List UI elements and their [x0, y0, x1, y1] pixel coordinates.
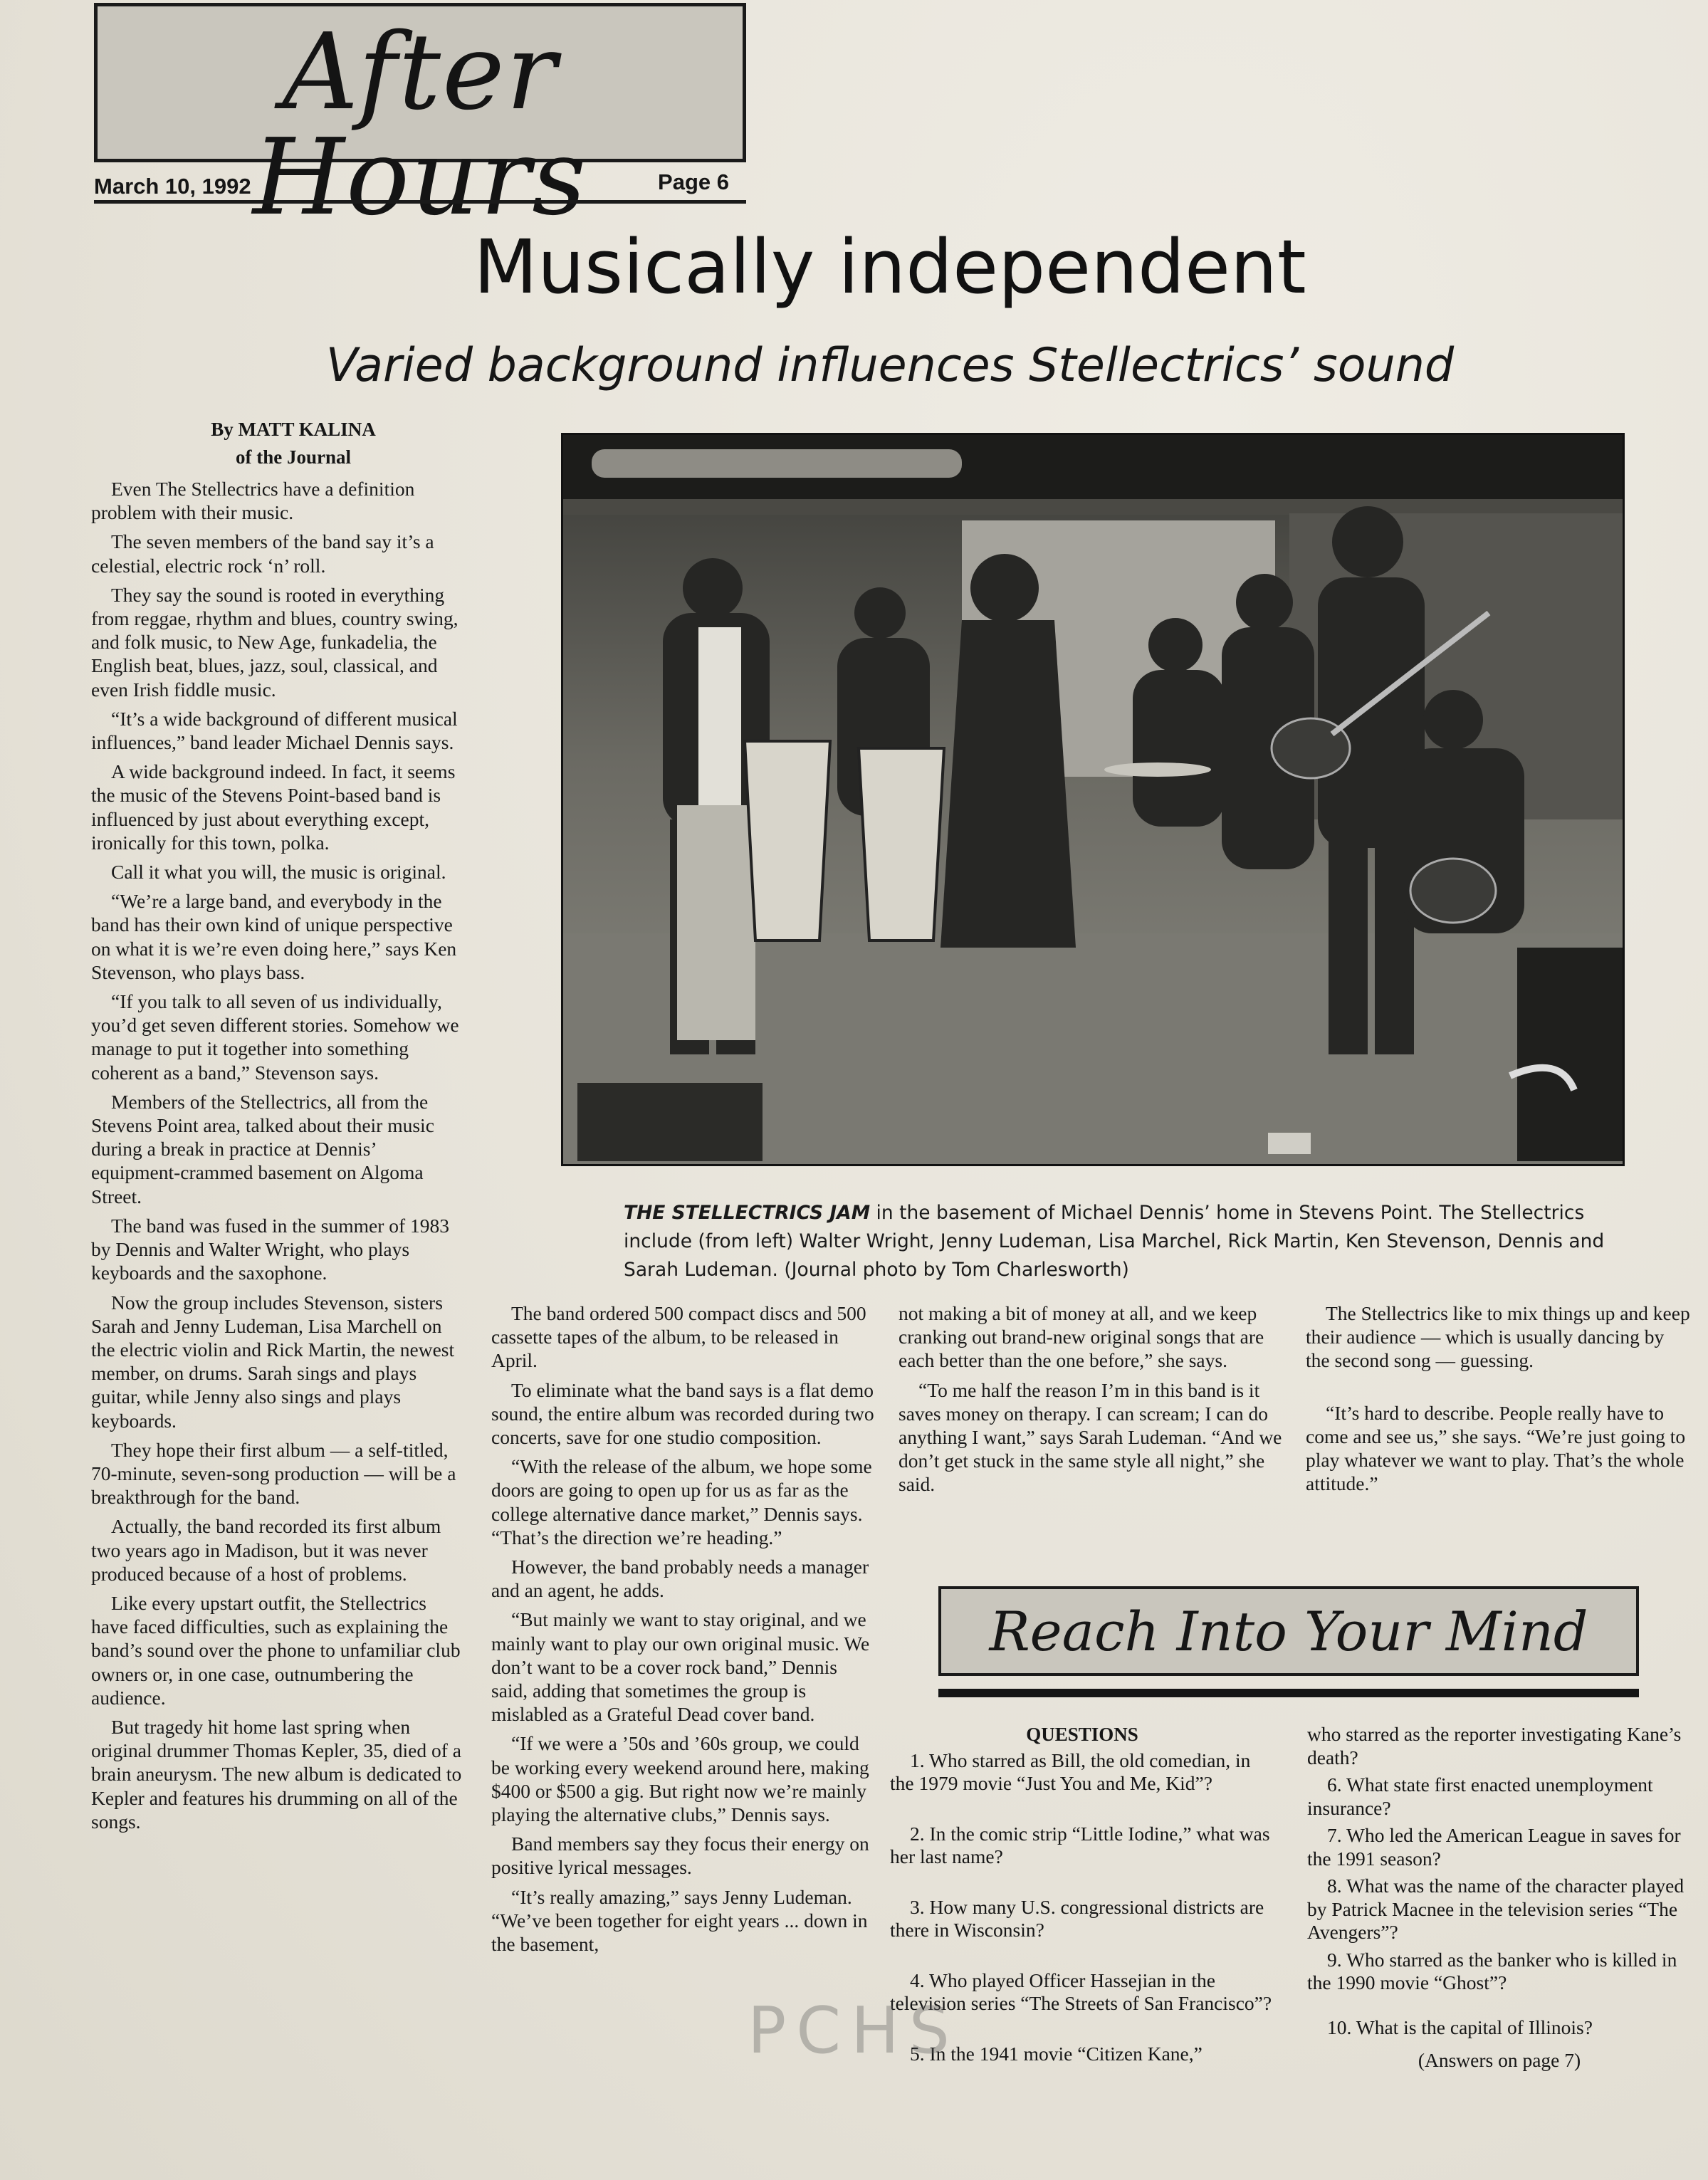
article-column-2 — [491, 1301, 876, 1961]
article-column-4 — [1306, 1301, 1690, 1501]
paragraph: “With the release of the album, we hope some doors are going to open up for us as far as the college alternative dance market,” Dennis says. “That’s the direction we’re heading.” — [491, 1455, 872, 1548]
quiz-question: 3. How many U.S. congressional districts are there in Wisconsin? — [890, 1895, 1264, 1941]
answers-note: (Answers on page 7) — [1418, 2049, 1581, 2071]
quiz-rule — [938, 1689, 1639, 1697]
quiz-question: 9. Who starred as the banker who is killed in the 1990 movie “Ghost”? — [1307, 1948, 1677, 1993]
caption-text: in the basement of Michael Dennis’ home in Stevens Point. The Stellectrics include (from left) Walter Wright, Jenny Ludeman, Lisa Marchel, Rick Martin, Ken Stevenson, Dennis and Sarah Ludeman. (Journal photo by Tom Charlesworth) — [624, 1202, 1605, 1281]
paragraph: The band was fused in the summer of 1983 by Dennis and Walter Wright, who plays keyboards and the saxophone. — [91, 1214, 450, 1284]
paragraph: not making a bit of money at all, and we keep cranking out brand-new original songs that are each better than the one before,” she says. — [898, 1302, 1264, 1372]
article-deck: Varied background influences Stellectrics’ sound — [325, 339, 1455, 392]
paragraph: “It’s hard to describe. People really have to come and see us,” she says. “We’re just going to play whatever we want to play. That’s the whole attitude.” — [1306, 1401, 1686, 1495]
band-photo-illustration — [563, 435, 1623, 1164]
paragraph: But tragedy hit home last spring when original drummer Thomas Kepler, 35, died of a brain aneurysm. The new album is dedicated to Kepler and features his drumming on all of the songs. — [91, 1715, 462, 1833]
paragraph: “It’s a wide background of different musical influences,” band leader Michael Dennis says. — [91, 707, 458, 754]
paragraph: To eliminate what the band says is a flat demo sound, the entire album was recorded during two concerts, save for one studio composition. — [491, 1378, 874, 1449]
byline-org: of the Journal — [236, 446, 351, 468]
byline-name: By MATT KALINA — [211, 419, 376, 440]
paragraph: “If we were a ’50s and ’60s group, we could be working every weekend around here, making $400 or $500 a gig. But right now we’re mainly playing the alternative clubs,” Dennis says. — [491, 1732, 869, 1826]
quiz-question: who starred as the reporter investigating Kane’s death? — [1307, 1723, 1682, 1768]
paragraph: They hope their first album — a self-titled, 70-minute, seven-song production — will be a breakthrough for the band. — [91, 1438, 456, 1509]
byline — [94, 416, 493, 471]
paragraph: Band members say they focus their energy on positive lyrical messages. — [491, 1833, 869, 1879]
article-headline: Musically independent — [473, 224, 1306, 310]
quiz-title: Reach Into Your Mind — [989, 1600, 1588, 1663]
quiz-question: 10. What is the capital of Illinois? — [1327, 2016, 1593, 2038]
quiz-question: 5. In the 1941 movie “Citizen Kane,” — [910, 2042, 1203, 2065]
quiz-question: 7. Who led the American League in saves for the 1991 season? — [1307, 1824, 1681, 1870]
watermark: PCHS — [748, 1993, 960, 2068]
quiz-question: 6. What state first enacted unemployment insurance? — [1307, 1773, 1653, 1819]
quiz-question: 4. Who played Officer Hassejian in the television series “The Streets of San Francisco”? — [890, 1969, 1272, 2014]
article-column-3 — [898, 1301, 1283, 1502]
photo-caption — [624, 1199, 1620, 1284]
paragraph: “If you talk to all seven of us individually, you’d get seven different stories. Somehow we manage to put it together into something coherent as a band,” Stevenson says. — [91, 990, 459, 1084]
paragraph: The Stellectrics like to mix things up and keep their audience — which is usually dancing by the second song — guessing. — [1306, 1302, 1690, 1372]
quiz-heading: QUESTIONS — [1026, 1724, 1138, 1745]
paragraph: The seven members of the band say it’s a celestial, electric rock ‘n’ roll. — [91, 530, 434, 577]
caption-lead: THE STELLECTRICS JAM — [624, 1202, 871, 1224]
paragraph: Now the group includes Stevenson, sisters Sarah and Jenny Ludeman, Lisa Marchell on the electric violin and Rick Martin, the newest member, on drums. Sarah sings and plays guitar, while Jenny also sings and plays keyboards. — [91, 1291, 455, 1432]
quiz-question: 8. What was the name of the character played by Patrick Macnee in the television series “The Avengers”? — [1307, 1875, 1685, 1943]
paragraph: “It’s really amazing,” says Jenny Ludeman. “We’ve been together for eight years ... down in the basement, — [491, 1885, 868, 1956]
quiz-question: 1. Who starred as Bill, the old comedian, in the 1979 movie “Just You and Me, Kid”? — [890, 1749, 1251, 1794]
page-number: Page 6 — [658, 169, 729, 194]
paragraph: Even The Stellectrics have a definition problem with their music. — [91, 478, 415, 524]
paragraph: Call it what you will, the music is original. — [111, 861, 446, 884]
section-title: After Hours — [252, 11, 588, 239]
article-column-1 — [91, 477, 463, 1839]
dateline — [94, 168, 746, 204]
paragraph: However, the band probably needs a manager and an agent, he adds. — [491, 1556, 869, 1602]
paragraph: The band ordered 500 compact discs and 500 cassette tapes of the album, to be released in April. — [491, 1302, 866, 1372]
paragraph: They say the sound is rooted in everything from reggae, rhythm and blues, country swing, and folk music, to New Age, funkadelia, the English beat, blues, jazz, soul, classical, and even Irish fiddle music. — [91, 583, 459, 701]
paragraph: A wide background indeed. In fact, it seems the music of the Stevens Point-based band is influenced by just about everything except, ironically for this town, polka. — [91, 760, 456, 854]
paragraph: Like every upstart outfit, the Stellectrics have faced difficulties, such as explaining the band’s sound over the phone to unfamiliar club owners or, in one case, outnumbering the audience. — [91, 1591, 461, 1709]
paragraph: “But mainly we want to stay original, and we mainly want to play our own original music. We don’t want to be a cover rock band,” Dennis said, adding that sometimes the group is mislabled as a Grateful Dead cover band. — [491, 1608, 870, 1726]
paragraph: Actually, the band recorded its first album two years ago in Madison, but it was never produced because of a host of problems. — [91, 1515, 441, 1585]
paragraph: Members of the Stellectrics, all from the Stevens Point area, talked about their music during a break in practice at Dennis’ equipment-crammed basement on Algoma Street. — [91, 1090, 434, 1207]
issue-date: March 10, 1992 — [94, 174, 251, 199]
paragraph: “To me half the reason I’m in this band is it saves money on therapy. I can scream; I can do anything I want,” says Sarah Ludeman. “And we don’t get stuck in the same style all night,” she said. — [898, 1378, 1282, 1496]
quiz-header-box — [938, 1586, 1639, 1676]
quiz-question: 2. In the comic strip “Little Iodine,” what was her last name? — [890, 1822, 1270, 1867]
band-photo — [561, 433, 1625, 1166]
paragraph: “We’re a large band, and everybody in the band has their own kind of unique perspective on what it is we’re even doing here,” says Ken Stevenson, who plays bass. — [91, 890, 457, 983]
quiz-column-right — [1307, 1723, 1692, 2100]
